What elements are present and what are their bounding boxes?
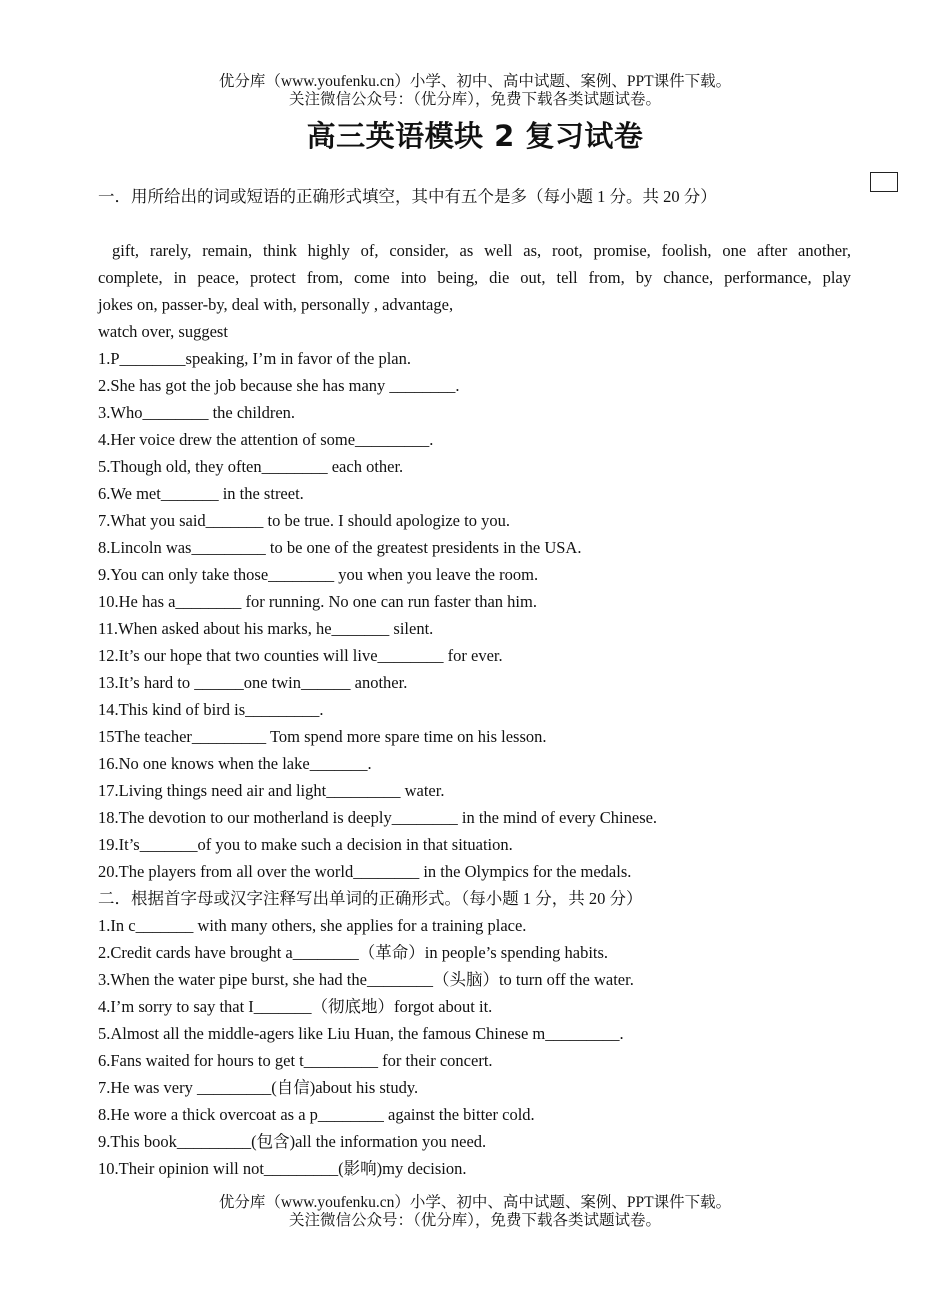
- word-bank-line: watch over, suggest: [98, 322, 228, 341]
- question-item: 13.It’s hard to ______one twin______ another.: [98, 673, 408, 692]
- question-item: 12.It’s our hope that two counties will live________ for ever.: [98, 646, 503, 665]
- question-item: 10.Their opinion will not_________(影响)my decision.: [98, 1159, 467, 1178]
- question-item: 18.The devotion to our motherland is deeply________ in the mind of every Chinese.: [98, 808, 658, 827]
- question-item: 7.What you said_______ to be true. I should apologize to you.: [98, 511, 510, 530]
- footer-line-2: 关注微信公众号：（优分库），免费下载各类试题试卷。: [288, 1212, 661, 1229]
- word-bank-line: jokes on, passer-by, deal with, personally , advantage,: [98, 295, 454, 314]
- exam-content: [98, 183, 851, 1182]
- score-box: [870, 172, 898, 192]
- question-item: 20.The players from all over the world________ in the Olympics for the medals.: [98, 862, 632, 881]
- question-item: 19.It’s_______of you to make such a decision in that situation.: [98, 835, 513, 854]
- page-title: 高三英语模块 2 复习试卷: [306, 119, 644, 153]
- header-line-2: 关注微信公众号：（优分库），免费下载各类试题试卷。: [288, 91, 661, 108]
- question-item: 17.Living things need air and light_________ water.: [98, 781, 445, 800]
- question-item: 9.This book_________(包含)all the information you need.: [98, 1132, 487, 1151]
- header-line-1: 优分库（www.youfenku.cn）小学、初中、高中试题、案例、PPT课件下载。: [218, 73, 732, 90]
- question-item: 4.I’m sorry to say that I_______（彻底地）forgot about it.: [98, 997, 493, 1016]
- question-item: 4.Her voice drew the attention of some_________.: [98, 430, 434, 449]
- page-footer: [0, 1194, 950, 1230]
- question-item: 5.Though old, they often________ each other.: [98, 457, 404, 476]
- question-item: 3.Who________ the children.: [98, 403, 296, 422]
- question-item: 6.Fans waited for hours to get t_________ for their concert.: [98, 1051, 493, 1070]
- page-header: [0, 73, 950, 109]
- question-item: 1.P________speaking, I’m in favor of the plan.: [98, 349, 411, 368]
- word-bank-line: complete, in peace, protect from, come into being, die out, tell from, by chance, performance, play: [98, 268, 851, 287]
- question-item: 7.He was very _________(自信)about his study.: [98, 1078, 419, 1097]
- question-item: 8.Lincoln was_________ to be one of the greatest presidents in the USA.: [98, 538, 582, 557]
- question-item: 9.You can only take those________ you when you leave the room.: [98, 565, 539, 584]
- question-item: 6.We met_______ in the street.: [98, 484, 304, 503]
- section-2-heading: 二．根据首字母或汉字注释写出单词的正确形式。（每小题 1 分，共 20 分）: [98, 889, 643, 908]
- question-item: 10.He has a________ for running. No one can run faster than him.: [98, 592, 537, 611]
- question-item: 15The teacher_________ Tom spend more spare time on his lesson.: [98, 727, 547, 746]
- question-item: 5.Almost all the middle-agers like Liu Huan, the famous Chinese m_________.: [98, 1024, 624, 1043]
- footer-line-1: 优分库（www.youfenku.cn）小学、初中、高中试题、案例、PPT课件下载。: [218, 1194, 732, 1211]
- question-item: 2.She has got the job because she has many ________.: [98, 376, 460, 395]
- question-item: 8.He wore a thick overcoat as a p________ against the bitter cold.: [98, 1105, 535, 1124]
- question-item: 16.No one knows when the lake_______.: [98, 754, 372, 773]
- question-item: 14.This kind of bird is_________.: [98, 700, 324, 719]
- question-item: 11.When asked about his marks, he_______ silent.: [98, 619, 434, 638]
- section-1-heading: 一．用所给出的词或短语的正确形式填空，其中有五个是多（每小题 1 分。共 20 分）: [98, 187, 717, 206]
- question-item: 2.Credit cards have brought a________（革命）in people’s spending habits.: [98, 943, 609, 962]
- question-item: 1.In c_______ with many others, she applies for a training place.: [98, 916, 527, 935]
- word-bank-line: gift, rarely, remain, think highly of, consider, as well as, root, promise, foolish, one after another,: [112, 241, 851, 260]
- question-item: 3.When the water pipe burst, she had the________（头脑）to turn off the water.: [98, 970, 634, 989]
